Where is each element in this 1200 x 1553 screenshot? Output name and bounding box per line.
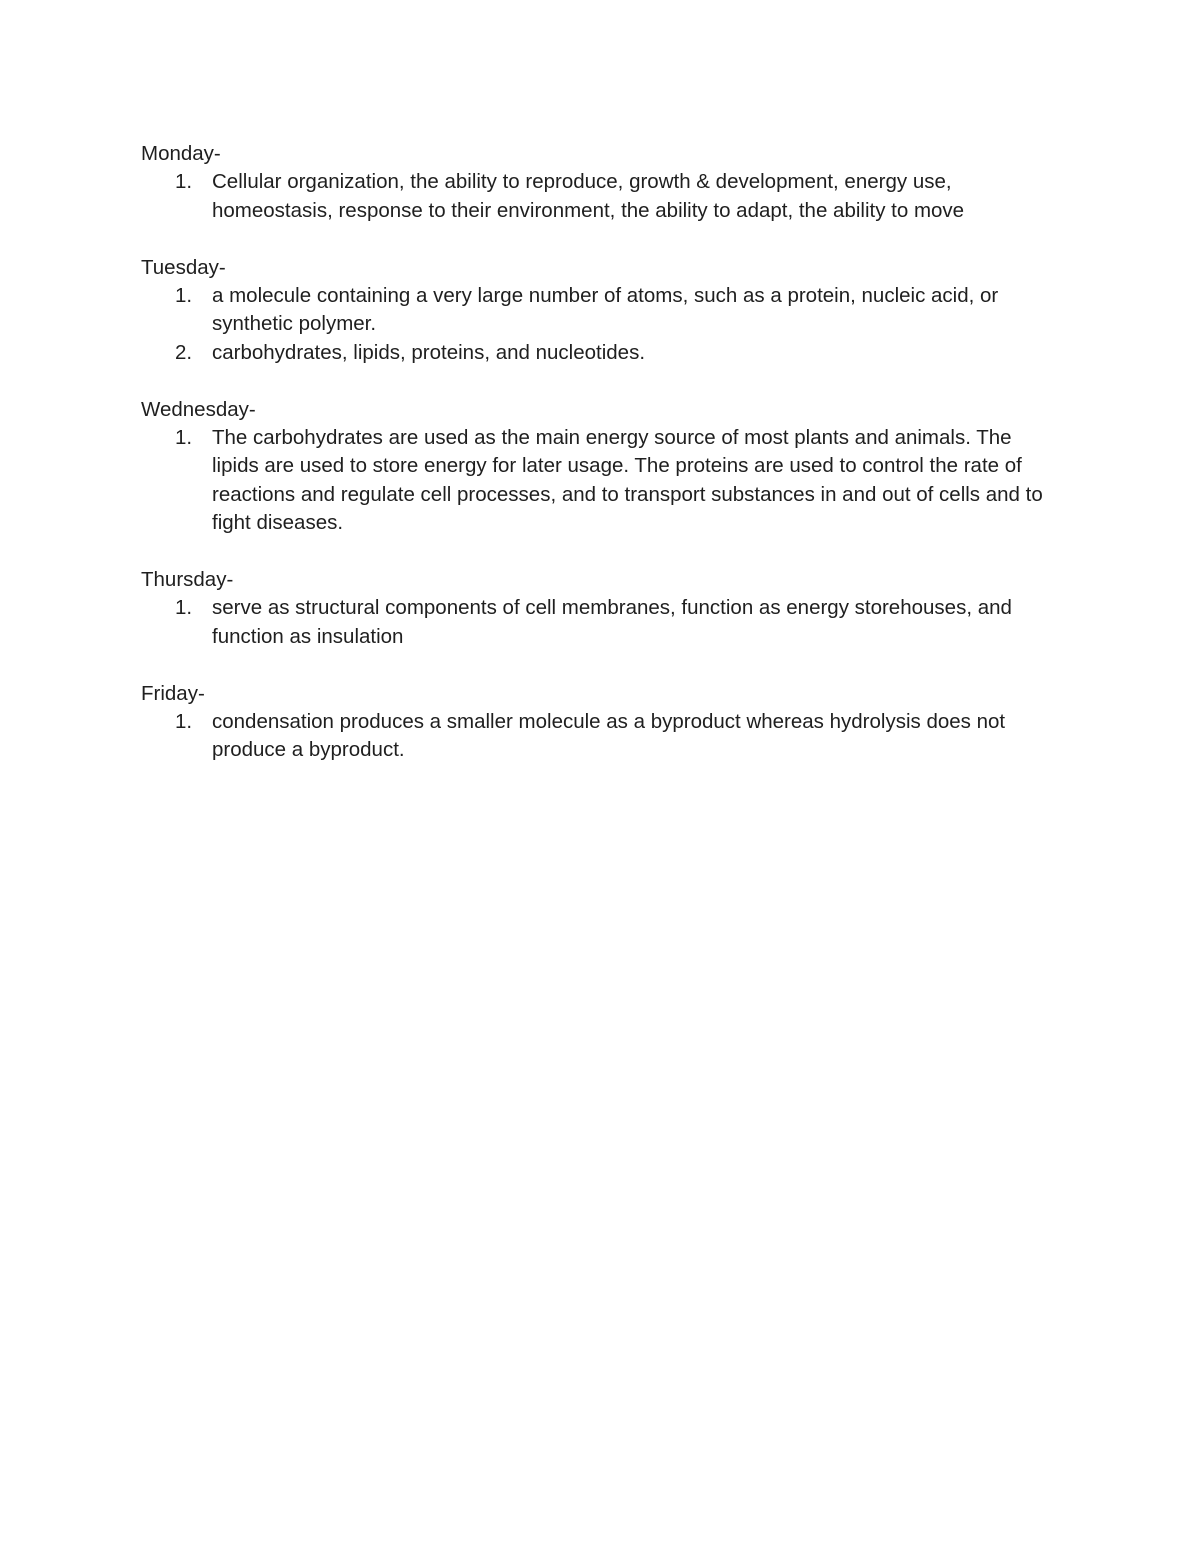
item-text: Cellular organization, the ability to reproduce, growth & development, energy use, homeostasis, response to their environment, the ability to adapt, the ability to move [212, 170, 965, 222]
item-text: serve as structural components of cell membranes, function as energy storehouses, and function as insulation [212, 596, 1012, 648]
answer-list [141, 424, 1061, 538]
item-number: 1. [175, 284, 193, 308]
section-thursday [141, 566, 1061, 651]
answer-list [141, 708, 1061, 765]
section-monday [141, 140, 1061, 225]
section-wednesday [141, 396, 1061, 538]
item-number: 2. [175, 340, 193, 364]
item-number: 1. [175, 596, 193, 620]
item-number: 1. [175, 170, 193, 194]
list-item [141, 339, 1061, 367]
section-friday [141, 680, 1061, 765]
answer-list [141, 594, 1061, 651]
day-heading: Wednesday- [141, 397, 256, 421]
item-text: condensation produces a smaller molecule as a byproduct whereas hydrolysis does not produce a byproduct. [212, 710, 1006, 762]
day-heading: Thursday- [141, 568, 234, 592]
section-tuesday [141, 254, 1061, 368]
day-heading: Friday- [141, 681, 205, 705]
item-text: The carbohydrates are used as the main energy source of most plants and animals. The lipids are used to store energy for later usage. The proteins are used to control the rate of reactions and regulate cell processes, and to transport substances in and out of cells and to fight diseases. [212, 426, 1043, 535]
item-text: carbohydrates, lipids, proteins, and nucleotides. [212, 340, 646, 364]
list-item [141, 168, 1061, 225]
list-item [141, 282, 1061, 339]
list-item [141, 594, 1061, 651]
item-number: 1. [175, 710, 193, 734]
document-body [141, 140, 1061, 793]
item-number: 1. [175, 426, 193, 450]
item-text: a molecule containing a very large number of atoms, such as a protein, nucleic acid, or synthetic polymer. [212, 284, 999, 336]
day-heading: Tuesday- [141, 255, 226, 279]
day-heading: Monday- [141, 142, 221, 165]
answer-list [141, 168, 1061, 225]
list-item [141, 708, 1061, 765]
list-item [141, 424, 1061, 538]
answer-list [141, 282, 1061, 367]
